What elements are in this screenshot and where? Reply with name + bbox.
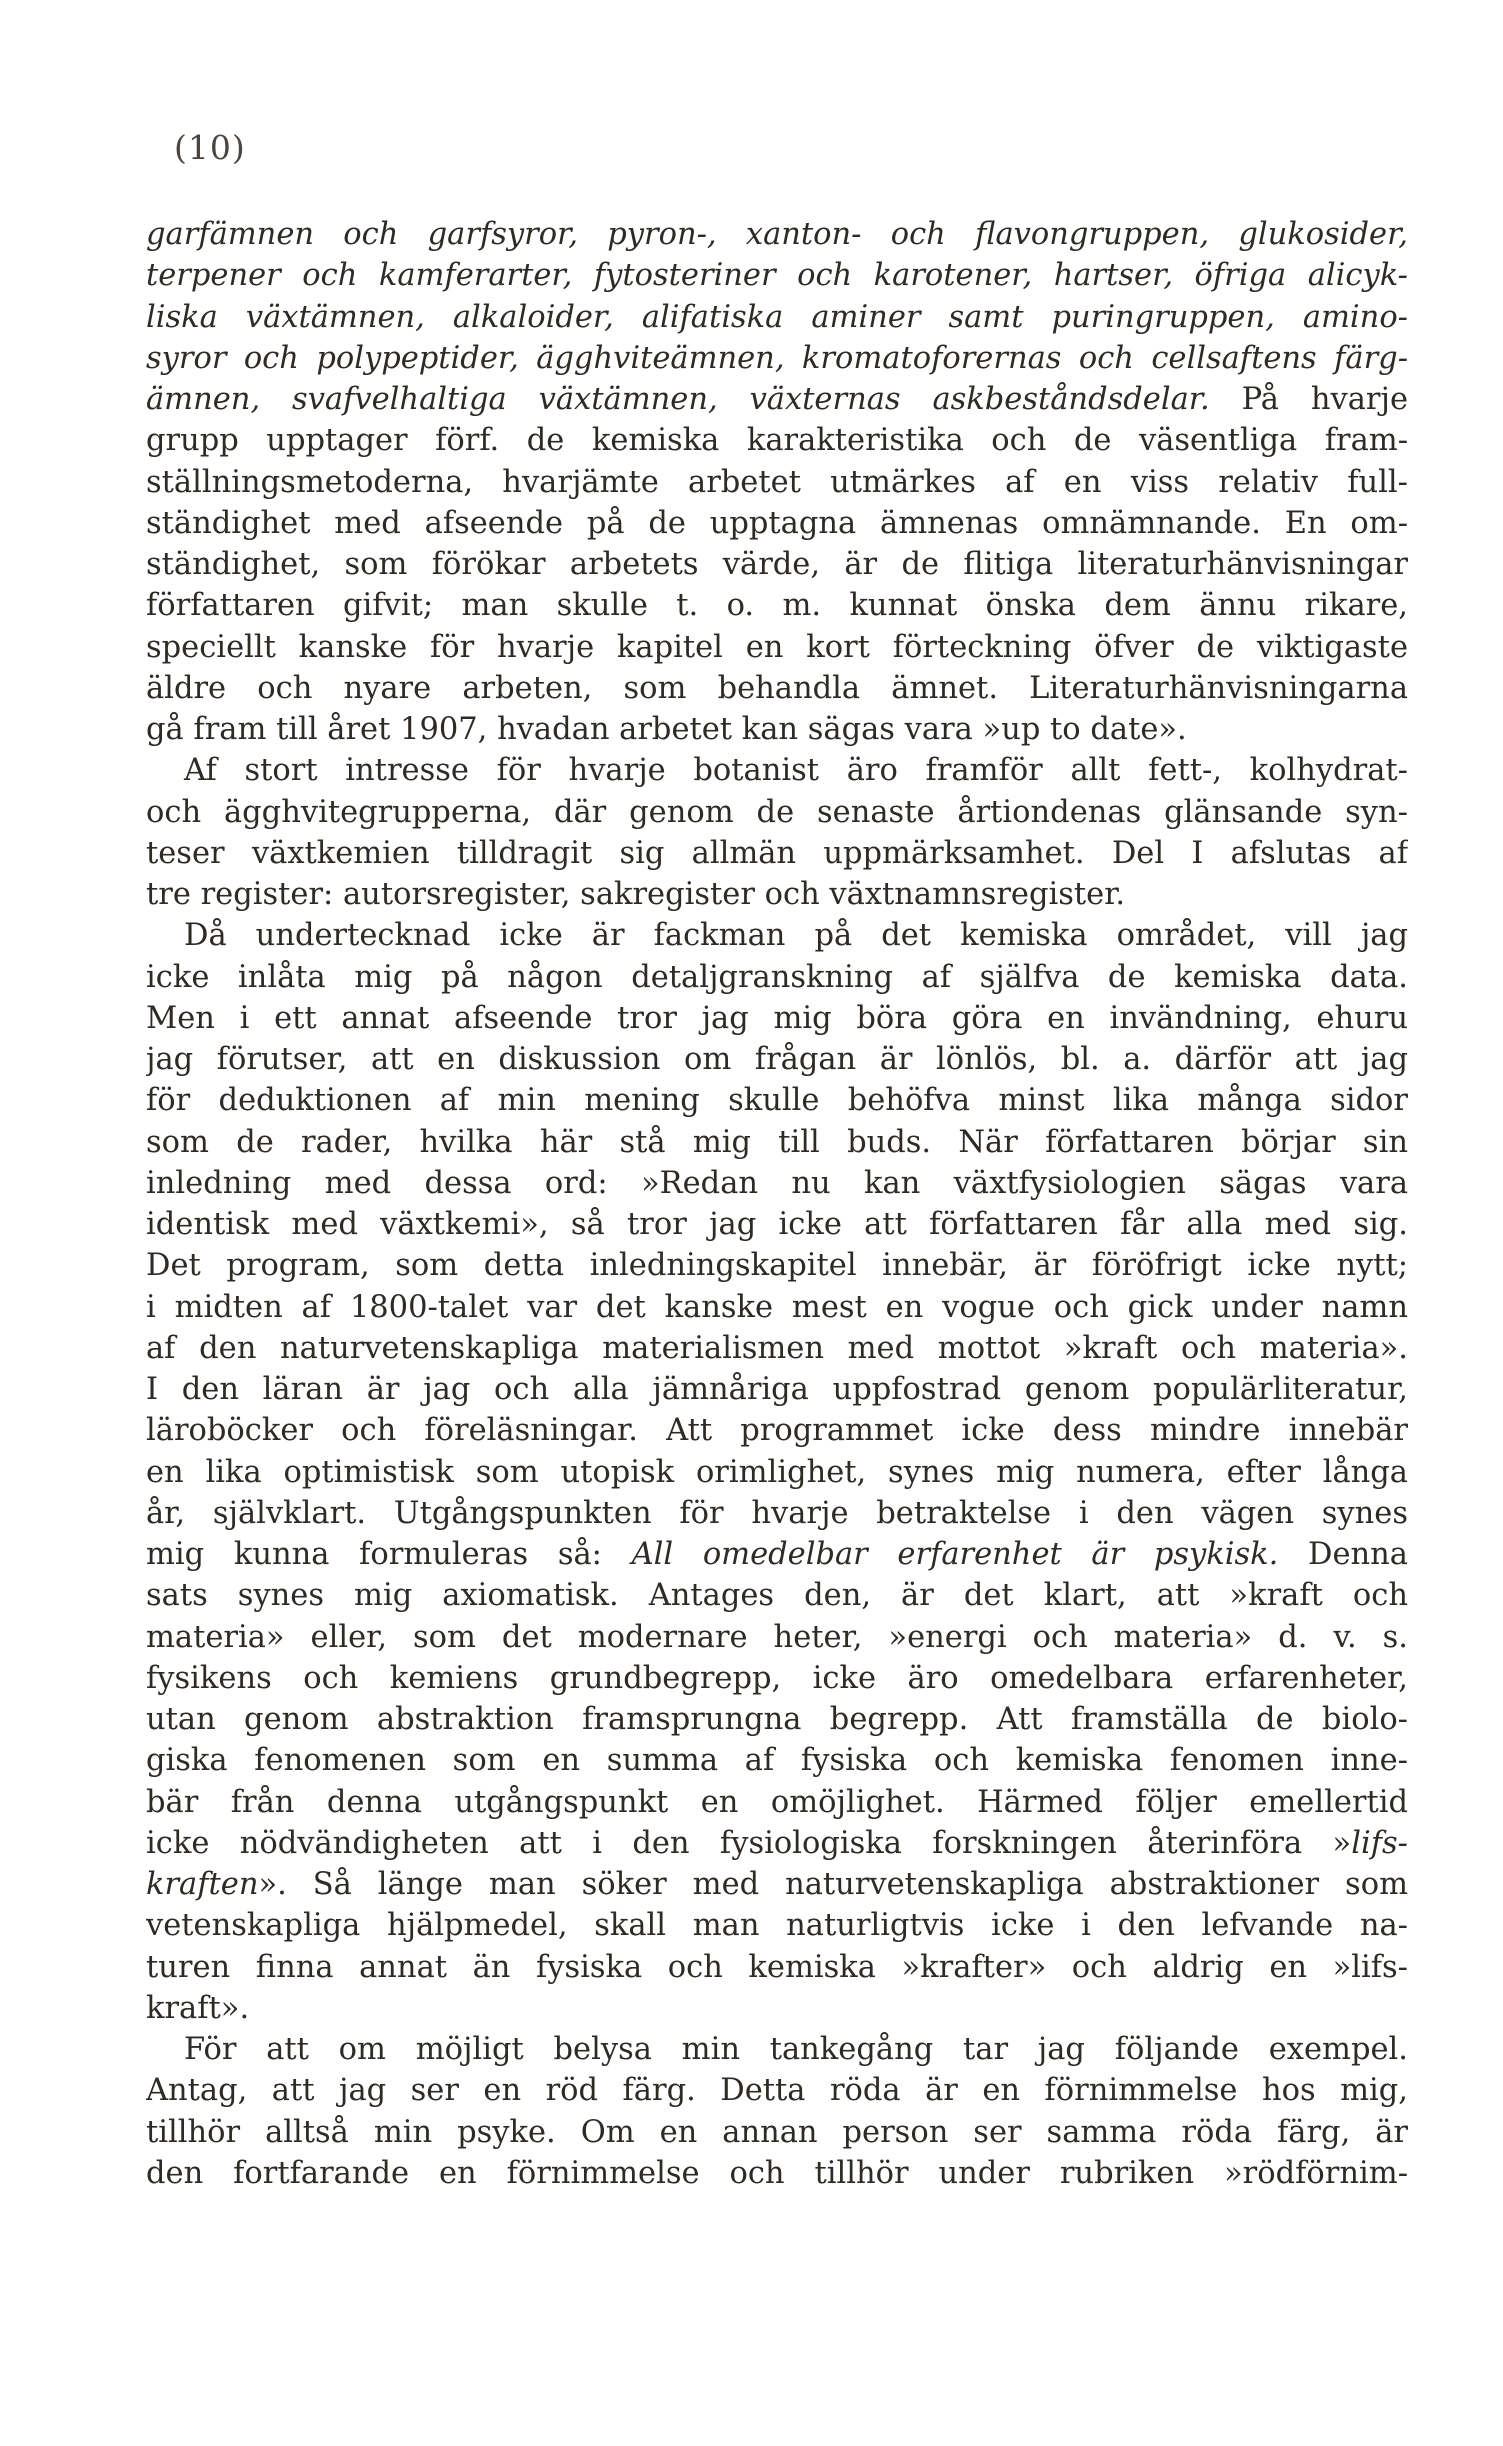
text-line (146, 1452, 1408, 1493)
text-segment: icke nödvändigheten att i den fysiologiska forskningen återinföra » (146, 1825, 1352, 1861)
text-segment: identisk med växtkemi», så tror jag icke att författaren får alla med sig. (146, 1207, 1408, 1242)
text-line (146, 297, 1408, 338)
text-line (146, 585, 1408, 626)
text-line (146, 1534, 1408, 1575)
text-line (146, 1369, 1408, 1410)
text-line (146, 1039, 1408, 1080)
text-line (146, 1740, 1408, 1781)
text-segment: kraft». (146, 1990, 250, 2026)
text-line (146, 1493, 1408, 1534)
text-segment: och ägghvitegrupperna, där genom de senaste årtiondenas glänsande syn- (146, 794, 1408, 830)
text-line (146, 2029, 1408, 2070)
text-line (146, 1988, 1408, 2029)
italic-text: lifs- (1351, 1825, 1408, 1861)
text-segment: ställningsmetoderna, hvarjämte arbetet utmärkes af en viss relativ full- (146, 464, 1408, 500)
text-line (146, 792, 1408, 833)
text-line (146, 338, 1408, 379)
text-line (146, 957, 1408, 998)
text-segment: tillhör alltså min psyke. Om en annan person ser samma röda färg, är (146, 2114, 1408, 2150)
text-line (146, 1617, 1408, 1658)
text-line (146, 544, 1408, 585)
text-segment: inledning med dessa ord: »Redan nu kan växtfysiologien sägas vara (146, 1165, 1408, 1201)
text-line (146, 1823, 1408, 1864)
text-line (146, 1163, 1408, 1204)
text-segment: giska fenomenen som en summa af fysiska och kemiska fenomen inne- (146, 1743, 1408, 1779)
text-segment: en lika optimistisk som utopisk orimlighet, synes mig numera, efter långa (146, 1454, 1408, 1490)
text-line (146, 462, 1408, 503)
text-segment: teser växtkemien tilldragit sig allmän uppmärksamhet. Del I afslutas af (146, 835, 1408, 871)
text-segment: speciellt kanske för hvarje kapitel en kort förteckning öfver de viktigaste (146, 629, 1408, 665)
text-line (146, 1287, 1408, 1328)
text-segment: gå fram till året 1907, hvadan arbetet kan sägas vara »up to date». (146, 712, 1187, 747)
text-line (146, 420, 1408, 461)
text-line (146, 1410, 1408, 1451)
text-line (146, 1947, 1408, 1988)
italic-text: garfämnen och garfsyror, pyron-, xanton- och flavongruppen, glukosider, (146, 217, 1408, 252)
text-line (146, 1245, 1408, 1286)
text-segment: författaren gifvit; man skulle t. o. m. kunnat önska dem ännu rikare, (146, 588, 1408, 624)
text-line (146, 1699, 1408, 1740)
text-segment: äldre och nyare arbeten, som behandla ämnet. Literaturhänvisningarna (146, 670, 1408, 706)
text-segment: läroböcker och föreläsningar. Att programmet icke dess mindre innebär (146, 1413, 1408, 1449)
text-segment: jag förutser, att en diskussion om frågan är lönlös, bl. a. därför att jag (146, 1042, 1408, 1077)
text-segment: ständighet, som förökar arbetets värde, är de flitiga literaturhänvisningar (146, 547, 1408, 582)
text-line (146, 998, 1408, 1039)
text-line (146, 1204, 1408, 1245)
text-segment: ständighet med afseende på de upptagna ämnenas omnämnande. En om- (146, 505, 1408, 541)
text-line (146, 1122, 1408, 1163)
text-line (146, 503, 1408, 544)
text-segment: I den läran är jag och alla jämnåriga uppfostrad genom populärliteratur, (146, 1372, 1408, 1407)
text-segment: bär från denna utgångspunkt en omöjlighet. Härmed följer emellertid (146, 1784, 1408, 1820)
text-line (146, 1658, 1408, 1699)
text-line (146, 1782, 1408, 1823)
text-line (146, 915, 1408, 956)
text-segment: Det program, som detta inledningskapitel innebär, är föröfrigt icke nytt; (146, 1248, 1408, 1284)
text-segment: Men i ett annat afseende tror jag mig böra göra en invändning, ehuru (146, 1000, 1408, 1036)
text-line (146, 833, 1408, 874)
text-line (146, 2070, 1408, 2111)
text-segment: fysikens och kemiens grundbegrepp, icke äro omedelbara erfarenheter, (146, 1660, 1408, 1696)
italic-text: syror och polypeptider, ägghviteämnen, kromatoforernas och cellsaftens färg- (146, 340, 1408, 376)
text-segment: för deduktionen af min mening skulle behöfva minst lika många sidor (146, 1083, 1408, 1119)
text-segment: den fortfarande en förnimmelse och tillhör under rubriken »rödförnim- (146, 2155, 1408, 2191)
text-segment: af den naturvetenskapliga materialismen med mottot »kraft och materia». (146, 1330, 1408, 1366)
text-line (146, 1328, 1408, 1369)
text-segment: grupp upptager förf. de kemiska karakteristika och de väsentliga fram- (146, 423, 1408, 459)
text-line (146, 2112, 1408, 2153)
text-line (146, 255, 1408, 296)
text-segment: turen finna annat än fysiska och kemiska »krafter» och aldrig en »lifs- (146, 1949, 1408, 1985)
text-segment: materia» eller, som det modernare heter, »energi och materia» d. v. s. (146, 1619, 1408, 1655)
text-segment: Antag, att jag ser en röd färg. Detta röda är en förnimmelse hos mig, (146, 2073, 1408, 2109)
text-line (146, 1905, 1408, 1946)
italic-text: ämnen, svafvelhaltiga växtämnen, växternas askbeståndsdelar. (146, 382, 1210, 417)
page-number: (10) (174, 128, 246, 167)
text-segment: i midten af 1800-talet var det kanske mest en vogue och gick under namn (146, 1289, 1408, 1325)
body-text (146, 214, 1408, 2194)
italic-text: kraften (146, 1867, 259, 1902)
text-segment: tre register: autorsregister, sakregister och växtnamnsregister. (146, 877, 1126, 912)
text-segment: som de rader, hvilka här stå mig till buds. När författaren börjar sin (146, 1124, 1408, 1160)
italic-text: liska växtämnen, alkaloider, alifatiska aminer samt puringruppen, amino- (146, 299, 1408, 335)
text-line (146, 668, 1408, 709)
text-line (146, 874, 1408, 915)
text-segment: mig kunna formuleras så: (146, 1537, 632, 1572)
text-segment: sats synes mig axiomatisk. Antages den, är det klart, att »kraft och (146, 1578, 1408, 1614)
text-segment: icke inlåta mig på någon detaljgranskning af själfva de kemiska data. (146, 959, 1408, 995)
text-segment: Denna (1278, 1537, 1408, 1572)
italic-text: All omedelbar erfarenhet är psykisk. (631, 1537, 1279, 1572)
text-line (146, 627, 1408, 668)
text-line (146, 1080, 1408, 1121)
text-segment: utan genom abstraktion framsprungna begrepp. Att framställa de biolo- (146, 1702, 1408, 1737)
text-line (146, 2153, 1408, 2194)
text-segment: Af stort intresse för hvarje botanist äro framför allt fett-, kolhydrat- (184, 753, 1408, 789)
text-line (146, 1575, 1408, 1616)
text-segment: Då undertecknad icke är fackman på det kemiska området, vill jag (184, 918, 1408, 954)
text-segment: vetenskapliga hjälpmedel, skall man naturligtvis icke i den lefvande na- (146, 1908, 1408, 1944)
text-line (146, 214, 1408, 255)
text-line (146, 379, 1408, 420)
text-segment: På hvarje (1209, 382, 1408, 417)
text-segment: år, självklart. Utgångspunkten för hvarje betraktelse i den vägen synes (146, 1495, 1408, 1531)
text-line (146, 709, 1408, 750)
text-segment: ». Så länge man söker med naturvetenskapliga abstraktioner som (258, 1867, 1408, 1902)
text-line (146, 750, 1408, 791)
italic-text: terpener och kamferarter, fytosteriner och karotener, hartser, öfriga alicyk- (146, 258, 1408, 294)
text-line (146, 1864, 1408, 1905)
text-segment: För att om möjligt belysa min tankegång tar jag följande exempel. (184, 2032, 1408, 2067)
